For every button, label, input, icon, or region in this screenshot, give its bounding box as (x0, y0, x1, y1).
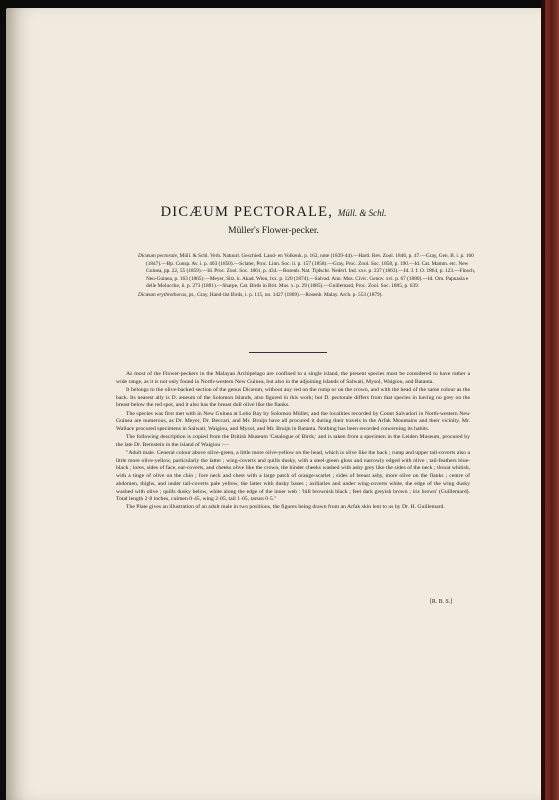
species-title (6, 204, 541, 221)
synonymy-block (138, 253, 476, 301)
paragraph: The following description is copied from the British Museum 'Catalogue of Birds,' and is taken from a specimen in the Leiden Museum, procured by the late Dr. Bernstein in the island of Waigiou :— (116, 434, 470, 448)
synonym-species: Dicæum erythrothorax, (138, 291, 188, 298)
synonymy-entry (138, 253, 476, 291)
common-name-subtitle: Müller's Flower-pecker. (228, 226, 319, 236)
body-text (116, 371, 470, 513)
author-initials: [R. B. S.] (430, 599, 453, 605)
synonym-references: pt., Gray, Hand-list Birds, i. p. 115, no. 1427 (1869).—Rosenb. Malay. Arch. p. 553 (1879). (187, 291, 383, 298)
book-binding-edge (541, 0, 559, 800)
synonymy-entry (138, 292, 476, 300)
title-authority: Müll. & Schl. (337, 208, 387, 218)
paragraph: The species was first met with in New Guinea at Lobo Bay by Solomon Müller, and the localities recorded by Count Salvadori in North-western New Guinea are numerous, as Dr. Meyer, Dr. Beccari, and Mr. Bruijn have all procured it during their travels in the Arfak Mountains and their vicinity. Mr. Wallace procured specimens in Salwati, Waigiou, and Mysol, and Mr. Bruijn in Batanta. Nothing has been recorded concerning its habits. (116, 410, 470, 432)
book-page (6, 8, 541, 800)
paragraph: "Adult male. General colour above olive-green, a little more olive-yellow on the head, which is olive like the back ; rump and upper tail-coverts also a little more olive-yellow, particularly the latter ; wing-coverts and quills dusky, with a steel-green gloss and narrowly edged with olive ; tail-feathers blue-black ; lores, sides of face, ear-coverts, and cheeks olive like the crown, the hinder cheeks washed with ashy grey like the sides of the neck ; throat whitish, with a tinge of olive on the chin ; fore neck and chest with a large patch of orange-scarlet ; sides of breast ashy, more olive on the flanks ; centre of abdomen, thighs, and under tail-coverts pale yellow, the latter with dusky bases ; axillaries and under wing-coverts white, the edge of the wing dusky washed with olive ; quills dusky below, white along the edge of the inner web : 'bill brownish black ; feet dark greyish brown ; iris brown' (Guillemard). Total length 2·8 inches, culmen 0·45, wing 2·05, tail 1·05, tarsus 0·5." (116, 450, 470, 503)
paragraph: As most of the Flower-peckers in the Malayan Archipelago are confined to a single island, the present species must be considered to have rather a wide range, as it is not only found in North-western New Guinea, but also in the adjoining islands of Salwati, Mysol, Waigiou, and Batanta. (116, 371, 470, 385)
synonym-species: Dicæum pectorale, (138, 253, 179, 259)
synonym-references: Müll. & Schl. Verh. Natuurl. Geschied. Land- en Volkenk. p. 162, note (1839-44).—Hartl. Rev. Zool. 1846, p. 47.—Gray, Gen. B. i. p. 100 (1847).—Bp. Consp. Av. i. p. 403 (1850).—Sclater, Proc. Linn. Soc. ii. p. 157 (1858).—Gray, Proc. Zool. Soc. 1858, p. 190.—Id. Cat. Mamm. etc. New Guinea, pp. 22, 55 (1859).—Id. Proc. Zool. Soc. 1861, p. 434.—Rosenb. Nat. Tijdschr. Nederl. Ind. xxv. p. 237 (1863).—Id. J. f. O. 1864, p. 123.—Finsch, Neu-Guinea, p. 163 (1865).—Meyer, Sitz. k. Akad. Wien, lxx. p. 120 (1874).—Salvad. Ann. Mus. Civic. Genov. xvi. p. 67 (1880).—Id. Orn. Papuasia e delle Molucche, ii. p. 273 (1881).—Sharpe, Cat. Birds in Brit. Mus. x. p. 29 (1885).—Guillemard, Proc. Zool. Soc. 1885, p. 639. (146, 253, 476, 290)
species-title-text: DICÆUM PECTORALE, (160, 204, 334, 220)
paragraph: The Plate gives an illustration of an adult male in two positions, the figures being drawn from an Arfak skin lent to us by Dr. H. Guillemard. (126, 504, 445, 511)
section-divider (249, 352, 327, 353)
paragraph: It belongs to the olive-backed section of the genus Dicæum, without any red on the rump or on the crown, and with the head of the same colour as the back. Its nearest ally is D. æneum of the Solomon Islands, also figured in this work; but D. pectorale differs from that species in having no grey on the breast below the red spot, and it also has the breast dull olive like the flanks. (116, 386, 470, 409)
